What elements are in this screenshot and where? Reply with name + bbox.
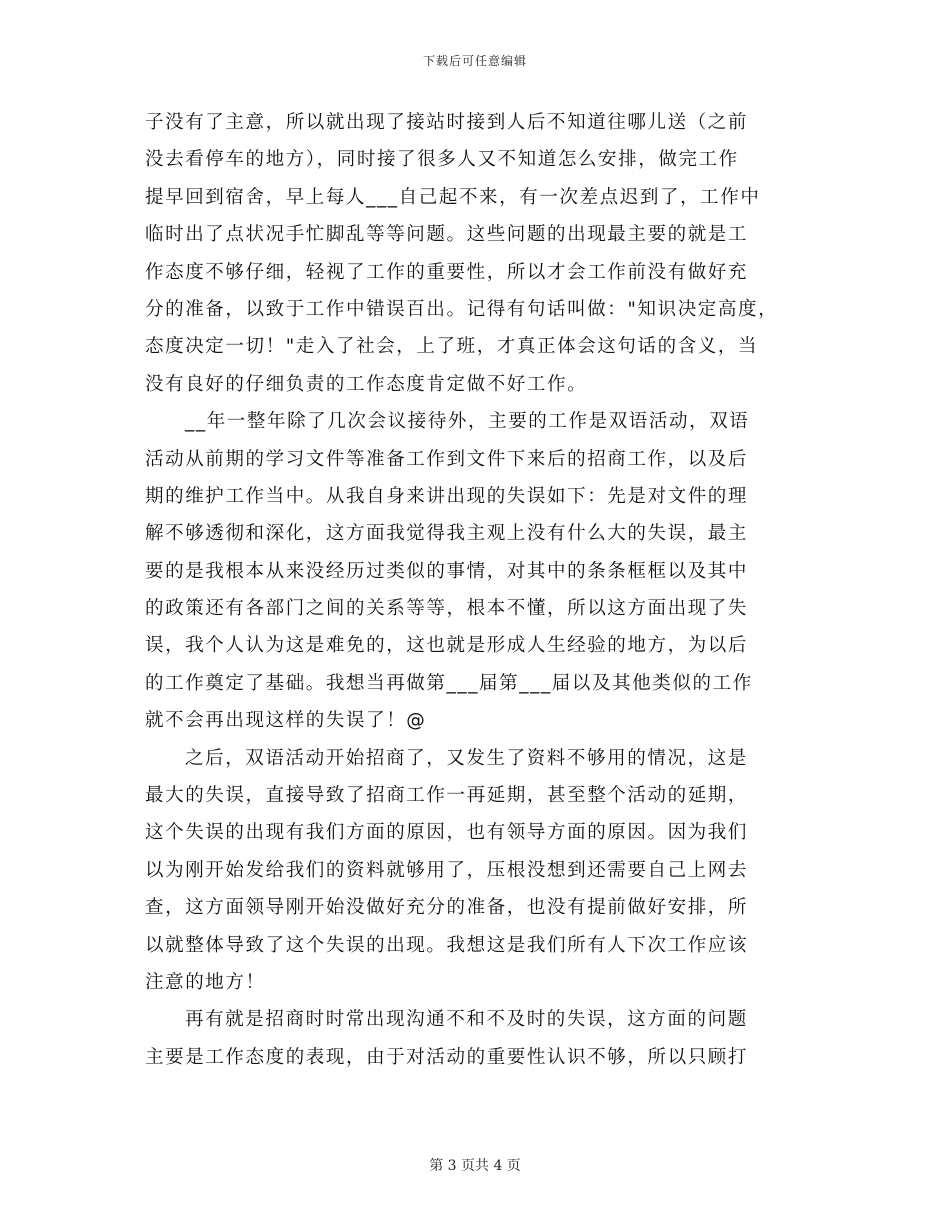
text-line: 误，我个人认为这是难免的，这也就是形成人生经验的地方，为以后 [145, 635, 749, 657]
page-header: 下载后可任意编辑 [422, 54, 527, 68]
text-line: 就不会再出现这样的失误了！@ [145, 710, 427, 732]
text-line: 主要是工作态度的表现，由于对活动的重要性认识不够，所以只顾打 [145, 1046, 749, 1068]
text-line: 这个失误的出现有我们方面的原因，也有领导方面的原因。因为我们 [145, 822, 749, 844]
text-line: 的政策还有各部门之间的关系等等，根本不懂，所以这方面出现了失 [145, 598, 749, 620]
text-line: 期的维护工作当中。从我自身来讲出现的失误如下：先是对文件的理 [145, 485, 749, 507]
text-line: 态度决定一切！"走入了社会，上了班，才真正体会这句话的含义，当 [145, 336, 759, 358]
text-line: 之后，双语活动开始招商了，又发生了资料不够用的情况，这是 [185, 747, 748, 769]
text-line: 分的准备，以致于工作中错误百出。记得有句话叫做："知识决定高度， [145, 298, 779, 320]
text-line: 注意的地方！ [145, 971, 266, 993]
text-line: __年一整年除了几次会议接待外，主要的工作是双语活动，双语 [185, 411, 750, 433]
text-line: 的工作奠定了基础。我想当再做第___届第___届以及其他类似的工作 [145, 672, 753, 694]
text-line: 以为刚开始发给我们的资料就够用了，压根没想到还需要自己上网去 [145, 859, 749, 881]
text-line: 查，这方面领导刚开始没做好充分的准备，也没有提前做好安排，所 [145, 897, 749, 919]
text-line: 要的是我根本从来没经历过类似的事情，对其中的条条框框以及其中 [145, 560, 749, 582]
text-line: 以就整体导致了这个失误的出现。我想这是我们所有人下次工作应该 [145, 934, 749, 956]
text-line: 没去看停车的地方），同时接了很多人又不知道怎么安排，做完工作 [145, 149, 739, 171]
text-line: 子没有了主意，所以就出现了接站时接到人后不知道往哪儿送（之前 [145, 112, 749, 133]
text-line: 再有就是招商时时常出现沟通不和不及时的失误，这方面的问题 [185, 1009, 748, 1031]
text-line: 没有良好的仔细负责的工作态度肯定做不好工作。 [145, 373, 588, 395]
text-line: 作态度不够仔细，轻视了工作的重要性，所以才会工作前没有做好充 [145, 261, 749, 283]
text-line: 活动从前期的学习文件等准备工作到文件下来后的招商工作，以及后 [145, 448, 749, 470]
page-number-footer: 第 3 页共 4 页 [429, 1158, 521, 1174]
text-line: 最大的失误，直接导致了招商工作一再延期，甚至整个活动的延期， [145, 785, 749, 807]
text-line: 解不够透彻和深化，这方面我觉得我主观上没有什么大的失误，最主 [145, 523, 749, 545]
document-body [145, 104, 815, 1076]
text-line: 提早回到宿舍，早上每人___自己起不来，有一次差点迟到了，工作中 [145, 186, 761, 208]
text-line: 临时出了点状况手忙脚乱等等问题。这些问题的出现最主要的就是工 [145, 224, 749, 246]
